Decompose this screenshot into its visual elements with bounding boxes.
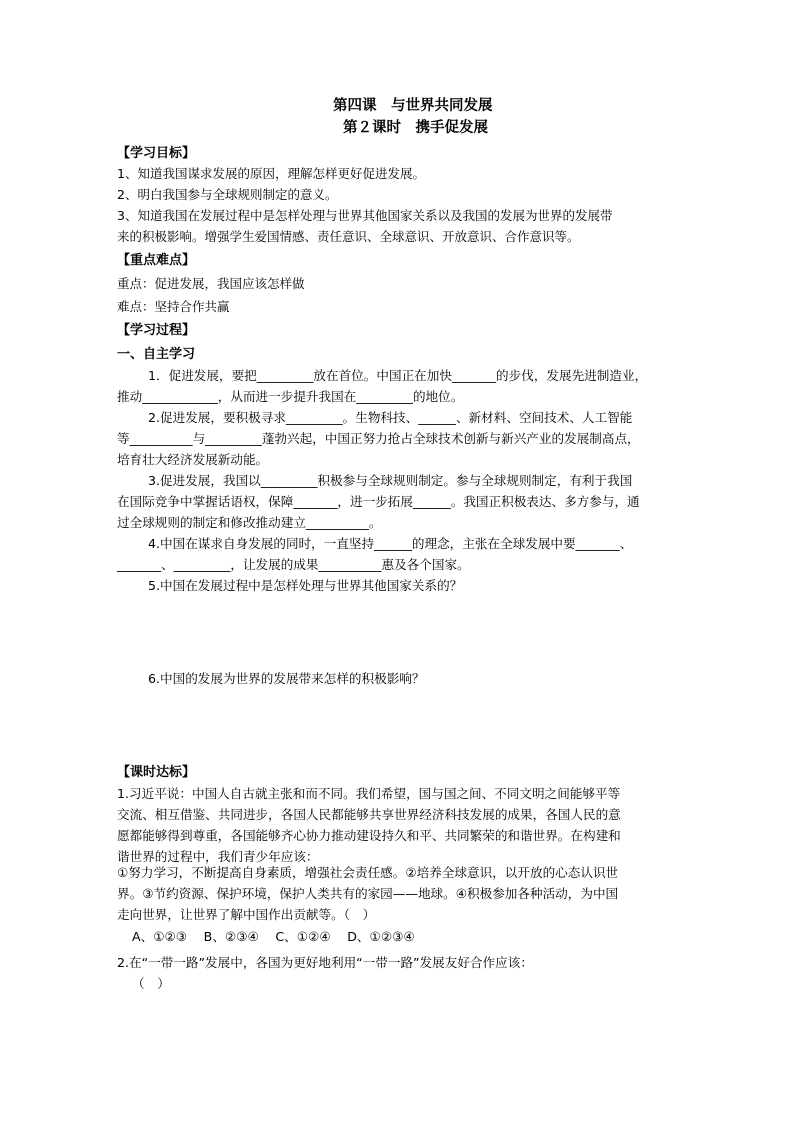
keypoint-difficulty: 难点：坚持合作共赢 (117, 299, 230, 314)
lesson-title: 第四课 与世界共同发展 (333, 97, 493, 114)
objective-1: 1、知道我国谋求发展的原因，理解怎样更好促进发展。 (117, 166, 425, 181)
a1-line-5: ①努力学习，不断提高自身素质，增强社会责任感。②培养全球意识，以开放的心态认识世 (117, 865, 619, 880)
q5: 5.中国在发展过程中是怎样处理与世界其他国家关系的？ (148, 578, 463, 593)
q1-line-1: 1．促进发展，要把_________放在首位。中国正在加快_______的步伐，发展先进制造业， (148, 368, 648, 383)
objectives-heading: 【学习目标】 (117, 146, 196, 161)
a1-line-2: 交流、相互借鉴、共同进步，各国人民都能够共享世界经济科技发展的成果，各国人民的意 (117, 807, 621, 822)
a1-options: A、①②③ B、②③④ C、①②④ D、①②③④ (132, 929, 415, 944)
a1-line-1: 1.习近平说：中国人自古就主张和而不同。我们希望，国与国之间、不同文明之间能够平等 (117, 786, 621, 801)
q2-line-1: 2.促进发展，要积极寻求_________。生物科技、______、新材料、空间技术、人工智能 (148, 410, 633, 425)
a1-line-3: 愿都能够得到尊重，各国能够齐心协力推动建设持久和平、共同繁荣的和谐世界。在构建和 (117, 828, 621, 843)
period-title: 第２课时 携手促发展 (343, 119, 488, 136)
q3-line-1: 3.促进发展，我国以_________积极参与全球规则制定。参与全球规则制定，有利于我国 (148, 473, 633, 488)
assessment-heading: 【课时达标】 (117, 765, 196, 780)
q6: 6.中国的发展为世界的发展带来怎样的积极影响？ (148, 671, 425, 686)
self-study-heading: 一、自主学习 (117, 347, 196, 362)
q3-line-3: 过全球规则的制定和修改推动建立__________。 (117, 515, 382, 530)
q1-line-2: 推动____________，从而进一步提升我国在_________的地位。 (117, 389, 464, 404)
a1-line-6: 界。③节约资源、保护环境，保护人类共有的家园——地球。④积极参加各种活动，为中国 (117, 886, 619, 901)
q2-line-3: 培育壮大经济发展新动能。 (117, 452, 269, 467)
a2-line-1: 2.在“一带一路”发展中，各国为更好地利用“一带一路”发展友好合作应该： (117, 955, 533, 970)
keypoint-focus: 重点：促进发展，我国应该怎样做 (117, 276, 305, 291)
objective-2: 2、明白我国参与全球规则制定的意义。 (117, 187, 338, 202)
a1-line-7: 走向世界，让世界了解中国作出贡献等。（ ） (117, 907, 376, 922)
q3-line-2: 在国际竞争中掌握话语权，保障_______，进一步拓展______。我国正积极表达、多方参与，通 (117, 494, 640, 509)
keypoints-heading: 【重点难点】 (117, 253, 196, 268)
q4-line-1: 4.中国在谋求自身发展的同时，一直坚持______的理念，主张在全球发展中要_______、 (148, 536, 633, 551)
q4-line-2: _______、_________，让发展的成果__________惠及各个国家。 (117, 557, 470, 572)
a2-answer-bracket: （ ） (132, 976, 170, 991)
objective-3-line-2: 来的积极影响。增强学生爱国情感、责任意识、全球意识、开放意识、合作意识等。 (117, 229, 580, 244)
process-heading: 【学习过程】 (117, 323, 196, 338)
a1-line-4: 谐世界的过程中，我们青少年应该： (117, 849, 319, 864)
q2-line-2: 等__________与_________蓬勃兴起，中国正努力抢占全球技术创新与新兴产业的发展制高点， (117, 431, 640, 446)
objective-3-line-1: 3、知道我国在发展过程中是怎样处理与世界其他国家关系以及我国的发展为世界的发展带 (117, 208, 613, 223)
